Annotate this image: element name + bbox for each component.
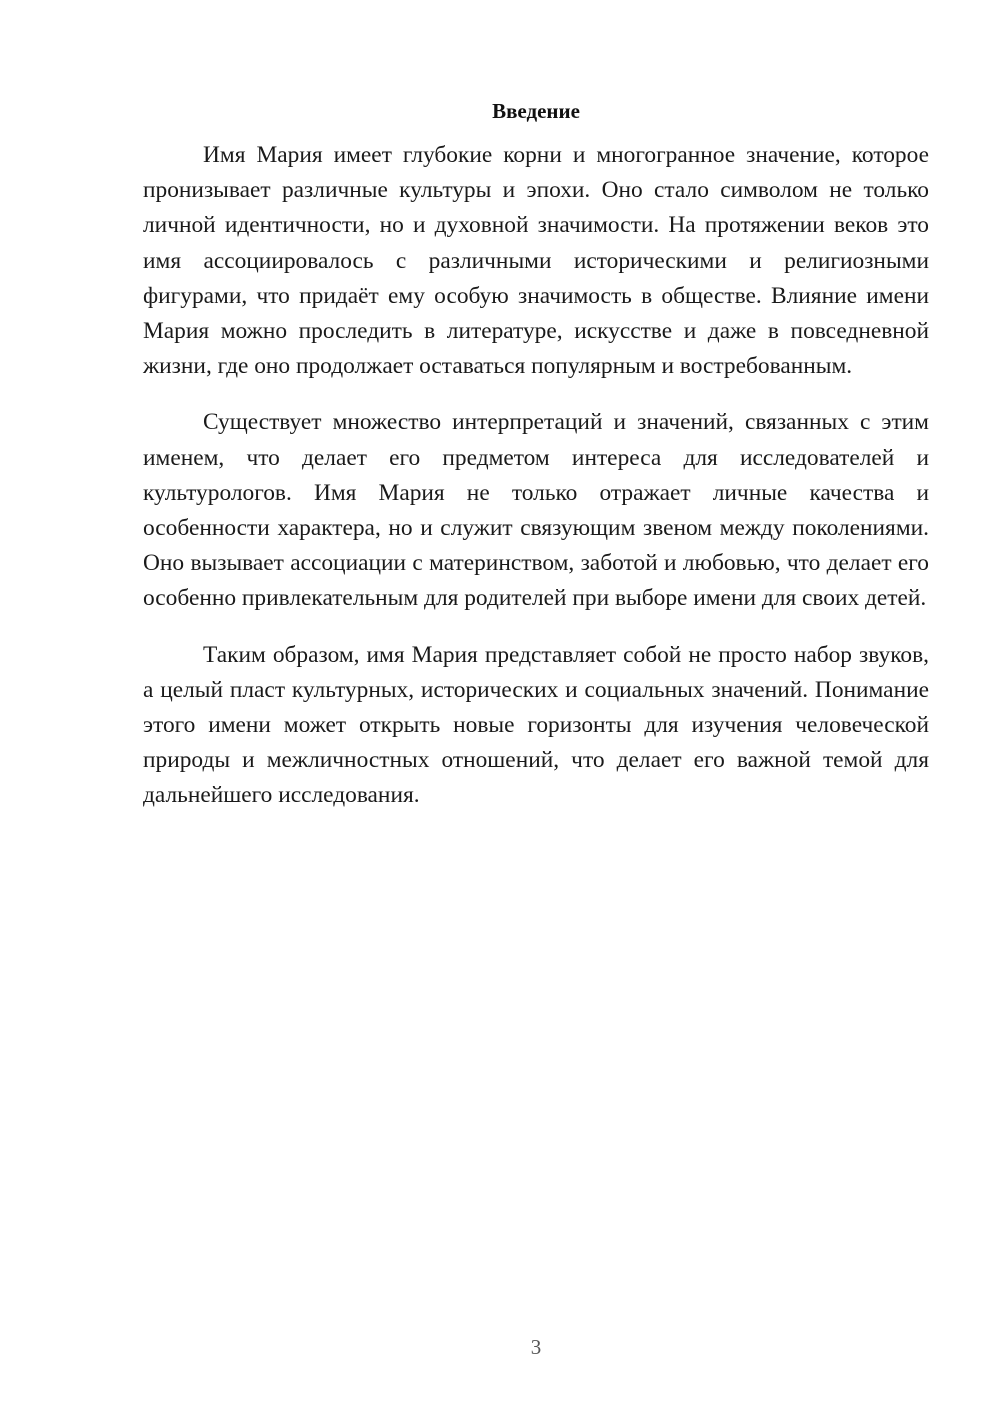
- page-content: [143, 95, 929, 835]
- section-heading: Введение: [492, 99, 580, 123]
- paragraph-3: Таким образом, имя Мария представляет собой не просто набор звуков, а целый пласт культурных, исторических и социальных значений. Понимание этого имени может открыть новые горизонты для изучения человеческой природы и межличностных отношений, что делает его важной темой для дальнейшего исследования.: [143, 641, 929, 809]
- paragraph-1: Имя Мария имеет глубокие корни и многогранное значение, которое пронизывает различные культуры и эпохи. Оно стало символом не только личной идентичности, но и духовной значимости. На протяжении веков это имя ассоциировалось с различными историческими и религиозными фигурами, что придаёт ему особую значимость в обществе. Влияние имени Мария можно проследить в литературе, искусстве и даже в повседневной жизни, где оно продолжает оставаться популярным и востребованным.: [143, 142, 929, 380]
- page-number: 3: [530, 1335, 542, 1359]
- paragraph-2: Существует множество интерпретаций и значений, связанных с этим именем, что делает его предметом интереса для исследователей и культурологов. Имя Мария не только отражает личные качества и особенности характера, но и служит связующим звеном между поколениями. Оно вызывает ассоциации с материнством, заботой и любовью, что делает его особенно привлекательным для родителей при выборе имени для своих детей.: [143, 409, 929, 612]
